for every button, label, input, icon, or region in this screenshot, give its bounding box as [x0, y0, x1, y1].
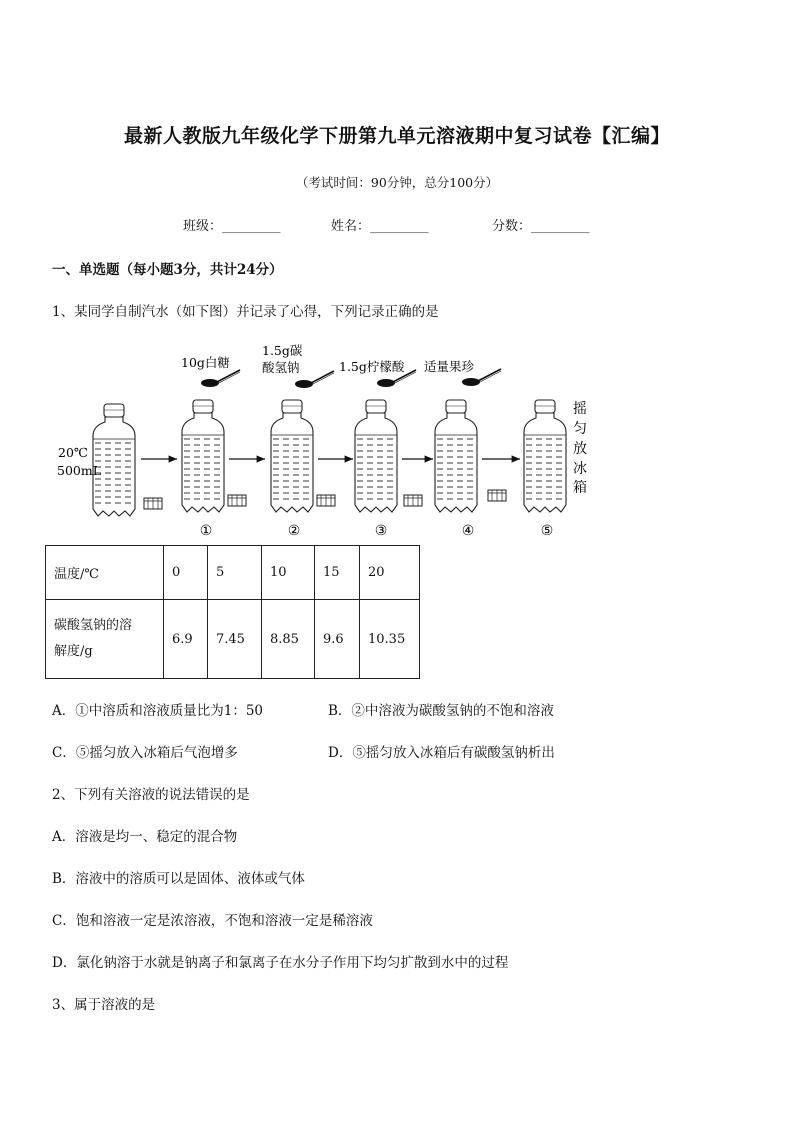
solubility-table	[45, 545, 420, 679]
addition-label-2b: 酸氢钠	[262, 360, 300, 375]
bottle-cap	[317, 495, 335, 506]
q2-option-d[interactable]: D．氯化钠溶于水就是钠离子和氯离子在水分子作用下均匀扩散到水中的过程	[52, 955, 509, 971]
exam-info: （考试时间：90分钟，总分100分）	[295, 175, 499, 190]
table-cell: 15	[315, 546, 360, 600]
step5-note-char: 放	[573, 441, 587, 457]
soda-process-figure	[40, 336, 600, 541]
table-cell: 20	[360, 546, 420, 600]
section-heading: 一、单选题（每小题3分，共计24分）	[52, 262, 283, 278]
table-cell: 8.85	[262, 600, 315, 679]
step5-note-char: 摇	[573, 401, 587, 417]
q1-option-a[interactable]: A．①中溶质和溶液质量比为1：50	[52, 703, 264, 719]
table-cell: 7.45	[208, 600, 262, 679]
spoon-icon	[295, 371, 334, 388]
table-header-temperature: 温度/℃	[46, 546, 164, 600]
q2-option-a[interactable]: A．溶液是均一、稳定的混合物	[52, 829, 238, 845]
step-number-1: ①	[199, 523, 213, 539]
start-volume-label: 500mL	[57, 463, 102, 478]
q2-option-b[interactable]: B．溶液中的溶质可以是固体、液体或气体	[52, 871, 305, 887]
bottle-cap	[404, 495, 422, 506]
score-field[interactable]: 分数：_________	[492, 219, 590, 234]
question-1-stem: 1、某同学自制汽水（如下图）并记录了心得，下列记录正确的是	[52, 304, 439, 320]
bottle-cap	[488, 490, 506, 501]
name-field[interactable]: 姓名：_________	[331, 219, 429, 234]
q1-option-c[interactable]: C．⑤摇匀放入冰箱后气泡增多	[52, 745, 238, 761]
bottle-cap	[228, 495, 246, 506]
q1-option-b[interactable]: B．②中溶液为碳酸氢钠的不饱和溶液	[328, 703, 554, 719]
step-number-2: ②	[287, 523, 301, 539]
step-number-5: ⑤	[540, 523, 554, 539]
bottle-3	[355, 400, 397, 512]
step-number-3: ③	[374, 523, 388, 539]
table-cell: 0	[164, 546, 208, 600]
table-row	[46, 600, 420, 679]
q2-option-c[interactable]: C．饱和溶液一定是浓溶液，不饱和溶液一定是稀溶液	[52, 913, 373, 929]
question-2-stem: 2、下列有关溶液的说法错误的是	[52, 787, 250, 803]
q1-option-d[interactable]: D．⑤摇匀放入冰箱后有碳酸氢钠析出	[328, 745, 555, 761]
bottle-4	[435, 400, 477, 512]
table-cell: 9.6	[315, 600, 360, 679]
addition-label-4: 适量果珍	[424, 359, 475, 374]
addition-label-2a: 1.5g碳	[262, 343, 303, 358]
class-field[interactable]: 班级：_________	[183, 219, 281, 234]
table-cell: 5	[208, 546, 262, 600]
bottle-2	[271, 400, 313, 512]
start-temperature-label: 20℃	[58, 445, 88, 460]
table-cell: 10	[262, 546, 315, 600]
table-header-line: 解度/g	[54, 644, 93, 659]
table-cell: 10.35	[360, 600, 420, 679]
bottle-5	[524, 400, 566, 512]
table-header-line: 碳酸氢钠的溶	[54, 618, 133, 633]
page-title: 最新人教版九年级化学下册第九单元溶液期中复习试卷【汇编】	[123, 125, 670, 147]
table-cell: 6.9	[164, 600, 208, 679]
addition-label-1: 10g白糖	[181, 355, 230, 370]
table-header-solubility	[46, 600, 164, 679]
addition-label-3: 1.5g柠檬酸	[339, 359, 405, 374]
spoon-icon	[201, 370, 240, 387]
step5-note-char: 冰	[573, 461, 587, 477]
bottle-cap	[144, 498, 162, 509]
step5-note-char: 匀	[573, 421, 587, 437]
bottle-start	[93, 404, 135, 516]
bottle-1	[182, 400, 224, 512]
question-3-stem: 3、属于溶液的是	[52, 997, 156, 1013]
step-number-4: ④	[461, 523, 475, 539]
table-row	[46, 546, 420, 600]
step5-note-char: 箱	[573, 480, 587, 496]
